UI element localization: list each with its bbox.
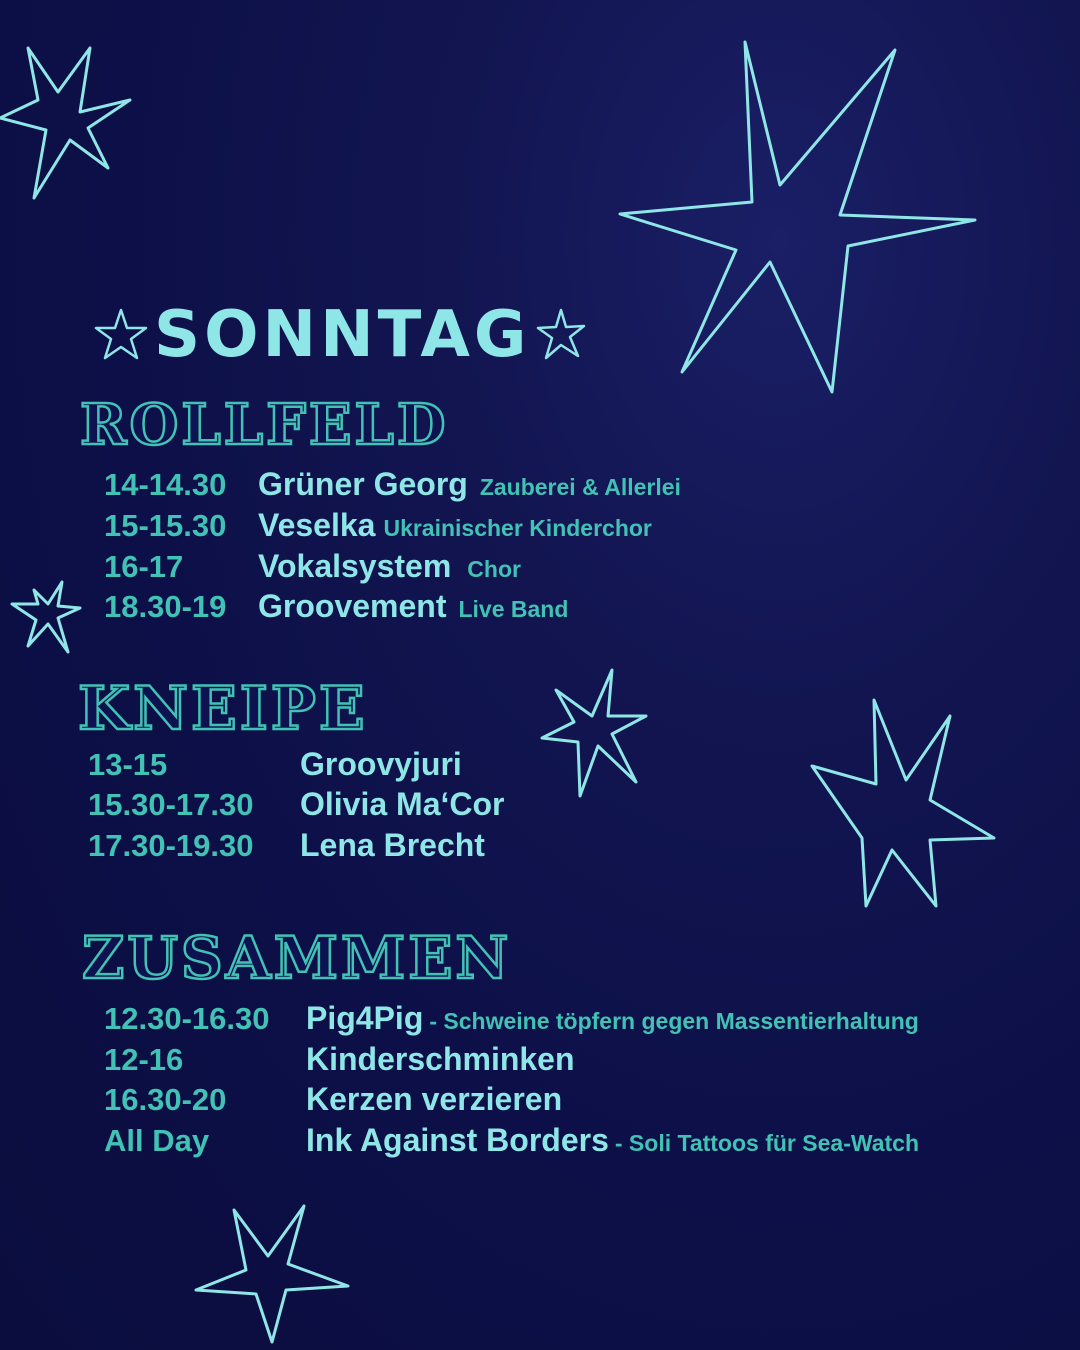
time: 12.30-16.30 [104,1001,270,1036]
act-name: Kerzen verzieren [306,1081,563,1117]
act-description: - Soli Tattoos für Sea-Watch [614,1130,919,1156]
act-name: Kinderschminken [306,1041,575,1077]
time: 18.30-19 [104,589,227,624]
act-description: Live Band [458,596,569,622]
schedule-row [104,1041,575,1078]
page-title: SONNTAG [154,298,531,372]
time: 16.30-20 [104,1082,227,1117]
time: 17.30-19.30 [88,828,254,863]
schedule-row [88,746,462,783]
schedule-row [104,507,652,544]
act-name: Groovement [258,588,447,624]
section-heading-rollfeld: ROLLFELD [80,392,449,458]
time: 13-15 [88,747,168,782]
act-description: Zauberei & Allerlei [479,474,681,500]
star-icon [12,582,80,652]
act-name: Groovyjuri [300,746,462,782]
star-icon [534,306,588,364]
act-name: Vokalsystem [258,548,452,584]
schedule-row [104,1081,562,1118]
schedule-row [104,1122,919,1159]
title-row [92,298,588,372]
act-name: Veselka [258,507,376,543]
act-name: Ink Against Borders [306,1122,609,1158]
act-description: Ukrainischer Kinderchor [383,515,652,541]
act-description: - Schweine töpfern gegen Massentierhaltung [429,1008,919,1034]
star-icon [812,700,994,906]
time: 12-16 [104,1042,184,1077]
act-name: Pig4Pig [306,1000,424,1036]
time: All Day [104,1123,210,1158]
schedule-row [88,786,505,823]
time: 15-15.30 [104,508,227,543]
schedule-row [88,827,485,864]
star-icon [0,48,130,198]
time: 14-14.30 [104,467,227,502]
schedule-row [104,466,681,503]
section-heading-kneipe: KNEIPE [78,674,368,744]
schedule-row [104,588,568,625]
time: 15.30-17.30 [88,787,254,822]
schedule-row [104,548,521,585]
schedule-row [104,1000,919,1037]
act-description: Chor [467,556,521,582]
time: 16-17 [104,549,184,584]
star-icon [620,42,975,392]
star-icon [196,1206,348,1342]
act-name: Lena Brecht [300,827,485,863]
section-heading-zusammen: ZUSAMMEN [82,924,512,992]
star-icon [92,306,150,364]
act-name: Grüner Georg [258,466,468,502]
act-name: Olivia Ma‘Cor [300,786,505,822]
star-icon [542,670,646,796]
